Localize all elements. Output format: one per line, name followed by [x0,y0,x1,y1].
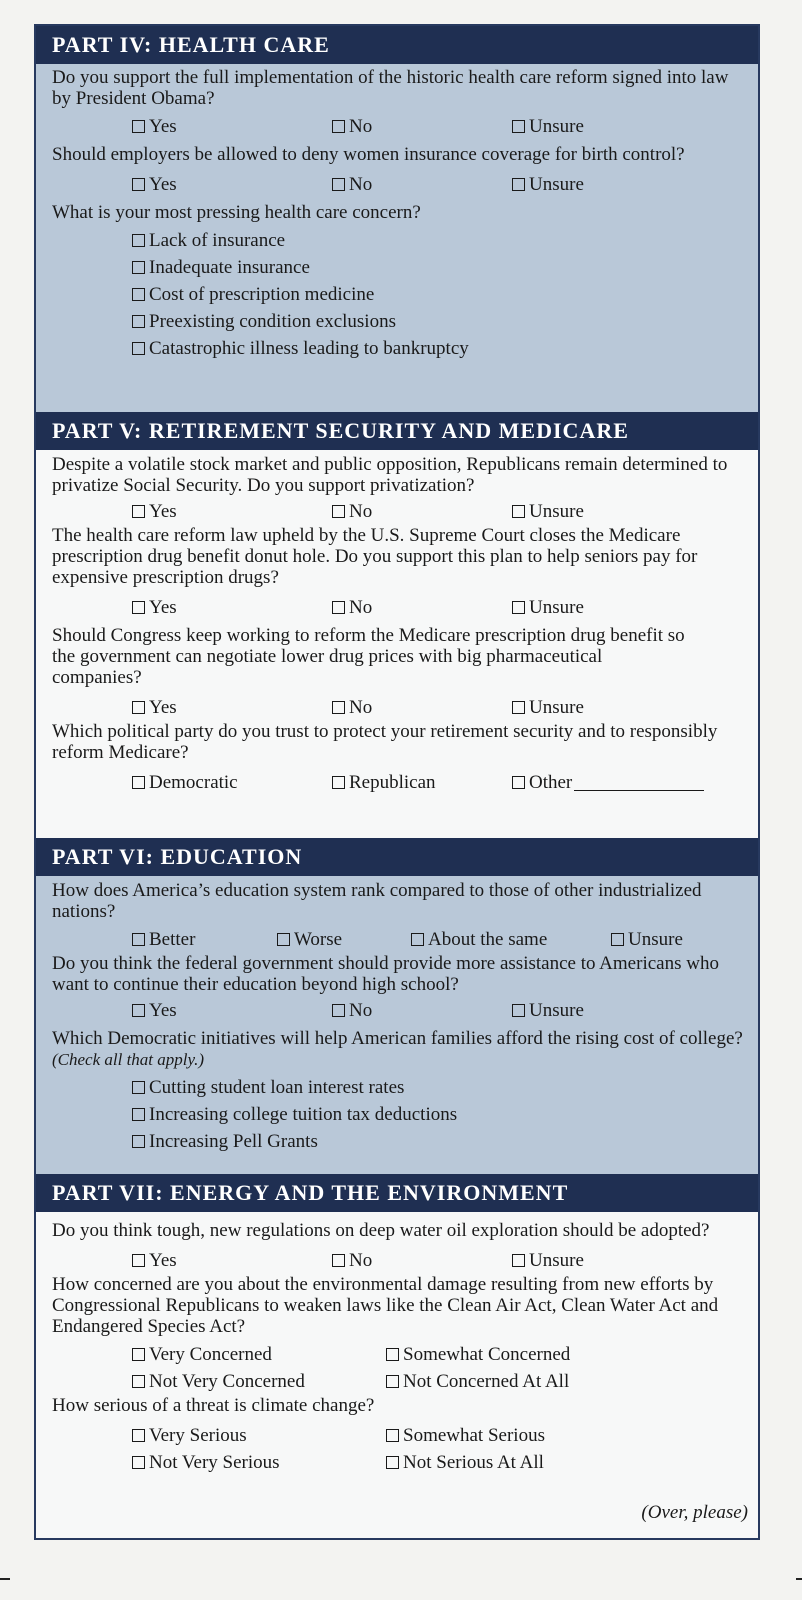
option-not-concerned[interactable]: Not Concerned At All [386,1371,569,1393]
checkbox[interactable] [512,1254,525,1267]
checkbox[interactable] [132,505,145,518]
checkbox[interactable] [386,1348,399,1361]
college-initiatives-list [36,1074,758,1155]
section-retirement-medicare [36,412,758,838]
survey-form [34,24,760,1540]
question-trusted-party: Which political party do you trust to protect your retirement security and to responsibly reform Medicare? [52,721,718,763]
option-not-very-concerned[interactable]: Not Very Concerned [132,1371,386,1393]
checkbox[interactable] [512,178,525,191]
question-drug-prices: Should Congress keep working to reform the Medicare prescription drug benefit so the government can negotiate lower drug prices with big pharmaceutical companies? [52,625,685,688]
checkbox[interactable] [132,701,145,714]
checkbox[interactable] [132,1108,145,1121]
section-header-energy: PART VII: ENERGY AND THE ENVIRONMENT [36,1174,758,1212]
option-very-serious[interactable]: Very Serious [132,1425,386,1447]
option-unsure[interactable]: Unsure [512,697,584,719]
option-no[interactable]: No [332,174,512,196]
question-education-rank: How does America’s education system rank compared to those of other industrialized nations? [52,880,702,922]
checkbox[interactable] [132,1456,145,1469]
checkbox[interactable] [132,933,145,946]
section-header-education: PART VI: EDUCATION [36,838,758,876]
health-concern-list [36,227,758,362]
checkbox[interactable] [132,1375,145,1388]
checkbox[interactable] [512,120,525,133]
checkbox[interactable] [132,178,145,191]
option-unsure[interactable]: Unsure [512,1250,584,1272]
checkbox[interactable] [332,120,345,133]
checkbox[interactable] [512,776,525,789]
checkbox[interactable] [332,505,345,518]
question-federal-assistance: Do you think the federal government should provide more assistance to Americans who want to continue their education beyond high school? [52,953,719,995]
checkbox[interactable] [132,1081,145,1094]
option-no[interactable]: No [332,697,512,719]
checkbox[interactable] [386,1456,399,1469]
option-lack-of-insurance[interactable]: Lack of insurance [132,227,758,254]
option-better[interactable]: Better [132,929,277,951]
checkbox[interactable] [132,1135,145,1148]
checkbox[interactable] [332,776,345,789]
option-not-serious[interactable]: Not Serious At All [386,1452,544,1474]
option-yes[interactable]: Yes [132,597,332,619]
checkbox[interactable] [332,701,345,714]
checkbox[interactable] [132,288,145,301]
checkbox[interactable] [332,1254,345,1267]
option-yes[interactable]: Yes [132,501,332,523]
option-unsure[interactable]: Unsure [611,929,683,951]
option-unsure[interactable]: Unsure [512,1000,584,1022]
option-somewhat-serious[interactable]: Somewhat Serious [386,1425,545,1447]
option-no[interactable]: No [332,1250,512,1272]
option-republican[interactable]: Republican [332,772,512,794]
option-inadequate-insurance[interactable]: Inadequate insurance [132,254,758,281]
checkbox[interactable] [512,505,525,518]
checkbox[interactable] [132,1004,145,1017]
checkbox[interactable] [132,261,145,274]
checkbox[interactable] [132,234,145,247]
question-privatization: Despite a volatile stock market and public opposition, Republicans remain determined to privatize Social Security. Do you support privatization? [52,454,728,496]
question-donut-hole: The health care reform law upheld by the U.S. Supreme Court closes the Medicare prescription drug benefit donut hole. Do you support this plan to help seniors pay for expensive prescription drugs? [52,525,698,588]
option-yes[interactable]: Yes [132,116,332,138]
question-college-cost: Which Democratic initiatives will help American families afford the rising cost of college? (Check all that apply.) [52,1028,743,1069]
section-energy-environment [36,1174,758,1540]
section-header-health-care: PART IV: HEALTH CARE [36,26,758,64]
question-climate-change: How serious of a threat is climate change? [52,1395,375,1416]
option-prescription-cost[interactable]: Cost of prescription medicine [132,281,758,308]
checkbox[interactable] [132,1348,145,1361]
question-health-concern: What is your most pressing health care concern? [52,202,421,223]
checkbox[interactable] [332,601,345,614]
checkbox[interactable] [132,601,145,614]
option-democratic[interactable]: Democratic [132,772,332,794]
option-unsure[interactable]: Unsure [512,174,584,196]
checkbox[interactable] [132,315,145,328]
checkbox[interactable] [512,701,525,714]
check-all-note: (Check all that apply.) [52,1050,205,1069]
checkbox[interactable] [611,933,624,946]
question-oil-regulations: Do you think tough, new regulations on deep water oil exploration should be adopted? [52,1220,710,1241]
option-pell-grants[interactable]: Increasing Pell Grants [132,1128,758,1155]
checkbox[interactable] [277,933,290,946]
crop-mark-left [0,1578,10,1580]
checkbox[interactable] [132,342,145,355]
option-no[interactable]: No [332,501,512,523]
checkbox[interactable] [332,178,345,191]
option-preexisting-conditions[interactable]: Preexisting condition exclusions [132,308,758,335]
question-birth-control: Should employers be allowed to deny women insurance coverage for birth control? [52,144,685,165]
option-no[interactable]: No [332,597,512,619]
section-health-care [36,26,758,412]
section-education [36,838,758,1174]
option-tuition-tax-deductions[interactable]: Increasing college tuition tax deductions [132,1101,758,1128]
option-worse[interactable]: Worse [277,929,411,951]
checkbox[interactable] [132,120,145,133]
option-yes[interactable]: Yes [132,697,332,719]
option-somewhat-concerned[interactable]: Somewhat Concerned [386,1344,570,1366]
option-yes[interactable]: Yes [132,1250,332,1272]
section-header-retirement: PART V: RETIREMENT SECURITY AND MEDICARE [36,412,758,450]
question-health-reform: Do you support the full implementation of the historic health care reform signed into law by President Obama? [52,67,729,109]
option-about-same[interactable]: About the same [411,929,611,951]
option-unsure[interactable]: Unsure [512,501,584,523]
checkbox[interactable] [386,1375,399,1388]
option-very-concerned[interactable]: Very Concerned [132,1344,386,1366]
option-student-loan-rates[interactable]: Cutting student loan interest rates [132,1074,758,1101]
checkbox[interactable] [132,1429,145,1442]
checkbox[interactable] [132,776,145,789]
option-catastrophic-illness[interactable]: Catastrophic illness leading to bankruptcy [132,335,758,362]
checkbox[interactable] [332,1004,345,1017]
checkbox[interactable] [386,1429,399,1442]
option-yes[interactable]: Yes [132,1000,332,1022]
over-please-note: (Over, please) [641,1502,748,1523]
crop-mark-right [796,1578,802,1580]
checkbox[interactable] [512,601,525,614]
option-other[interactable]: Other [512,772,704,794]
option-yes[interactable]: Yes [132,174,332,196]
checkbox[interactable] [132,1254,145,1267]
option-not-very-serious[interactable]: Not Very Serious [132,1452,386,1474]
option-unsure[interactable]: Unsure [512,597,584,619]
question-environmental-damage: How concerned are you about the environmental damage resulting from new efforts by Congressional Republicans to weaken laws like the Clean Air Act, Clean Water Act and Endangered Species Act? [52,1274,719,1337]
option-no[interactable]: No [332,116,512,138]
option-no[interactable]: No [332,1000,512,1022]
option-unsure[interactable]: Unsure [512,116,584,138]
checkbox[interactable] [411,933,424,946]
other-write-in-line[interactable] [574,774,704,791]
checkbox[interactable] [512,1004,525,1017]
